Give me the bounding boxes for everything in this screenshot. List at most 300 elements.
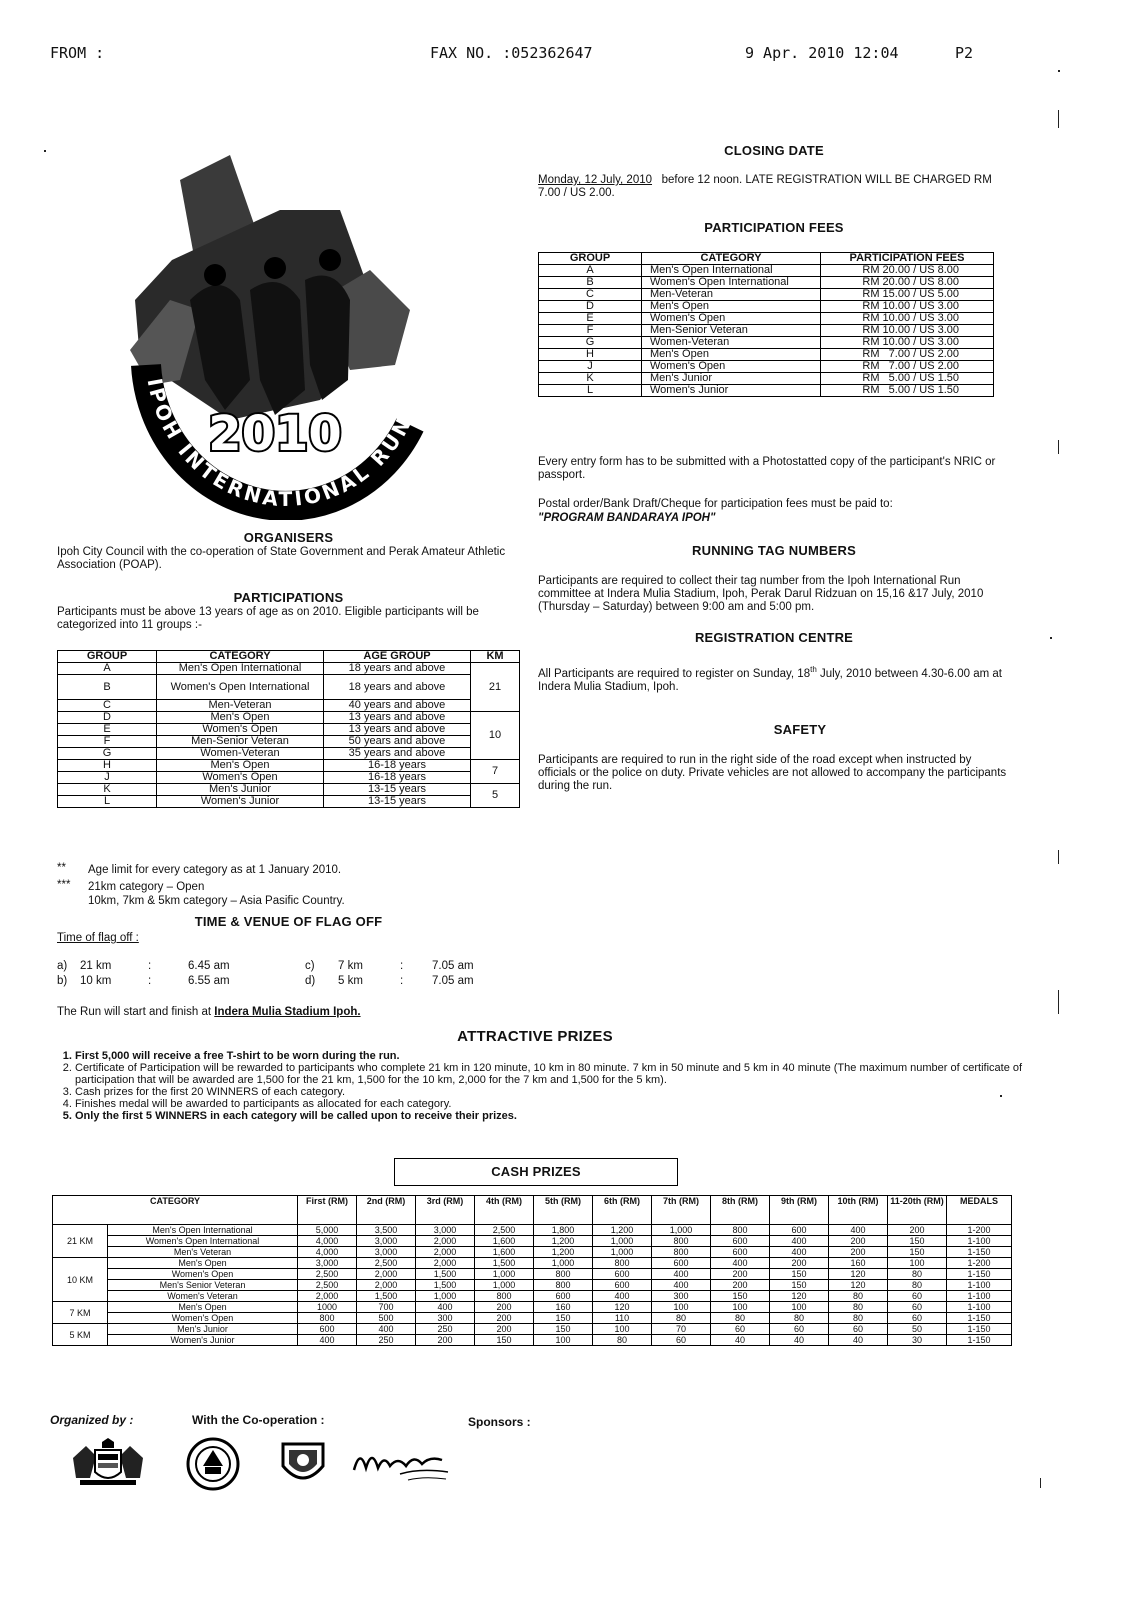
logo-graphic (110, 150, 450, 520)
cell-prize: 3,000 (357, 1247, 416, 1258)
table-row (539, 337, 994, 349)
cell-category: Women's Open (157, 724, 324, 736)
cell-age: 16-18 years (324, 760, 471, 772)
flag-item-km: 10 km (80, 975, 112, 987)
cell-prize: 150 (534, 1324, 593, 1335)
cell-km: 5 (471, 784, 520, 808)
table-row (539, 385, 994, 397)
table-row (58, 724, 520, 736)
cell-age: 18 years and above (324, 675, 471, 700)
cell-prize: 100 (652, 1302, 711, 1313)
closing-date-text (538, 174, 1010, 200)
cell-group: C (58, 700, 157, 712)
cell-prize: 1-150 (947, 1324, 1012, 1335)
cell-category: Women-Veteran (157, 748, 324, 760)
cell-prize: 1-100 (947, 1302, 1012, 1313)
cell-prize: 1-150 (947, 1247, 1012, 1258)
table-row (58, 748, 520, 760)
cell-prize: 400 (357, 1324, 416, 1335)
cell-km: 10 (471, 712, 520, 760)
cell-prize: 60 (829, 1324, 888, 1335)
cell-group: E (539, 313, 642, 325)
cell-prize: 80 (711, 1313, 770, 1324)
cell-prize: 5,000 (298, 1225, 357, 1236)
flag-item-colon: : (400, 975, 404, 987)
cell-prize: 400 (770, 1247, 829, 1258)
cell-category: Men-Senior Veteran (642, 325, 821, 337)
note-21km: 21km category – Open (88, 881, 205, 893)
cell-group: J (58, 772, 157, 784)
cell-fee: RM 5.00 / US 1.50 (821, 373, 994, 385)
table-row (58, 663, 520, 675)
table-row (53, 1324, 1012, 1335)
cell-prize: 110 (593, 1313, 652, 1324)
table-row (53, 1269, 1012, 1280)
venue-name: Indera Mulia Stadium Ipoh. (214, 1006, 361, 1018)
cell-prize: 800 (475, 1291, 534, 1302)
table-row (539, 313, 994, 325)
cooperation-label: With the Co-operation : (192, 1413, 325, 1427)
cell-prize: 1,000 (534, 1258, 593, 1269)
cell-prize: 60 (711, 1324, 770, 1335)
cell-group: C (539, 289, 642, 301)
cell-category: Women's Open (642, 313, 821, 325)
cell-fee: RM 10.00 / US 3.00 (821, 337, 994, 349)
cell-prize: 200 (711, 1280, 770, 1291)
cell-prize: 400 (298, 1335, 357, 1346)
col-prize: 8th (RM) (711, 1196, 770, 1225)
table-header-row (539, 253, 994, 265)
cell-prize: 80 (829, 1291, 888, 1302)
registration-title: REGISTRATION CENTRE (694, 630, 854, 645)
table-row (539, 289, 994, 301)
cell-category: Men's Open (108, 1302, 298, 1313)
cell-age: 13 years and above (324, 724, 471, 736)
logo-year: 2010 (208, 406, 342, 462)
cell-prize: 400 (829, 1225, 888, 1236)
cell-group: K (58, 784, 157, 796)
cell-prize: 1,600 (475, 1236, 534, 1247)
table-row (53, 1302, 1012, 1313)
cell-prize: 150 (888, 1247, 947, 1258)
cell-prize: 200 (416, 1335, 475, 1346)
cell-category: Women's Open International (642, 277, 821, 289)
flag-off-title: TIME & VENUE OF FLAG OFF (194, 914, 383, 929)
col-group: GROUP (58, 651, 157, 663)
cell-category: Men-Senior Veteran (157, 736, 324, 748)
cell-group: G (539, 337, 642, 349)
table-row (53, 1258, 1012, 1269)
fees-title: PARTICIPATION FEES (704, 220, 844, 235)
cell-category: Women's Open International (108, 1236, 298, 1247)
table-row (53, 1236, 1012, 1247)
cell-prize: 1,500 (416, 1269, 475, 1280)
cell-group: J (539, 361, 642, 373)
cell-category: Men's Open International (642, 265, 821, 277)
cell-prize: 100 (888, 1258, 947, 1269)
cell-prize: 800 (652, 1236, 711, 1247)
cell-prize: 100 (711, 1302, 770, 1313)
cell-category: Men's Open (157, 760, 324, 772)
col-prize: 4th (RM) (475, 1196, 534, 1225)
cell-group: F (58, 736, 157, 748)
cell-category: Men's Open International (108, 1225, 298, 1236)
table-row (58, 675, 520, 700)
tags-text: Participants are required to collect their tag number from the Ipoh International Run committee at Indera Mulia Stadium, Ipoh, Perak Darul Ridzuan on 15,16 &17 July, 2010 (Thursday – Saturday) between 9:00 am and 5:00 pm. (538, 575, 984, 613)
cell-prize: 40 (770, 1335, 829, 1346)
cell-prize: 800 (534, 1269, 593, 1280)
ipoh-run-logo (110, 150, 450, 520)
venue-prefix: The Run will start and finish at (57, 1006, 215, 1018)
cell-prize: 800 (298, 1313, 357, 1324)
col-fees: PARTICIPATION FEES (821, 253, 994, 265)
cell-prize: 3,500 (357, 1225, 416, 1236)
table-row (53, 1291, 1012, 1302)
flag-item-time: 7.05 am (432, 960, 474, 972)
cell-age: 13-15 years (324, 796, 471, 808)
cell-prize: 1,000 (416, 1291, 475, 1302)
cell-prize: 1-100 (947, 1291, 1012, 1302)
table-row (58, 784, 520, 796)
cell-prize: 80 (888, 1269, 947, 1280)
malaysia-truly-asia-logo (350, 1442, 455, 1491)
cell-prize: 120 (770, 1291, 829, 1302)
cell-category: Women's Open (157, 772, 324, 784)
cell-prize: 40 (829, 1335, 888, 1346)
flag-off-subtitle: Time of flag off : (57, 932, 139, 944)
closing-note: before 12 noon. LATE REGISTRATION WILL BE CHARGED RM 7.00 / US 2.00. (538, 174, 992, 199)
cell-group: E (58, 724, 157, 736)
flag-item-time: 6.55 am (188, 975, 230, 987)
cell-prize: 1,000 (593, 1236, 652, 1247)
table-row (539, 361, 994, 373)
cell-prize: 200 (829, 1247, 888, 1258)
cell-prize: 120 (593, 1302, 652, 1313)
cell-prize: 600 (298, 1324, 357, 1335)
cell-prize: 600 (593, 1269, 652, 1280)
flag-item-km: 5 km (338, 975, 363, 987)
cell-fee: RM 7.00 / US 2.00 (821, 349, 994, 361)
cell-prize: 100 (770, 1302, 829, 1313)
cell-group: D (58, 712, 157, 724)
participation-groups-table (57, 650, 520, 808)
cell-prize: 400 (652, 1280, 711, 1291)
cell-prize: 1,000 (652, 1225, 711, 1236)
cell-category: Men's Open International (157, 663, 324, 675)
cell-prize: 1-150 (947, 1313, 1012, 1324)
cell-prize: 40 (711, 1335, 770, 1346)
cell-prize: 600 (534, 1291, 593, 1302)
malaysia-logo-icon (350, 1442, 455, 1486)
fax-from: FROM : (50, 44, 105, 62)
cell-prize: 1-200 (947, 1258, 1012, 1269)
cell-prize: 30 (888, 1335, 947, 1346)
cell-category: Women's Junior (157, 796, 324, 808)
col-category: CATEGORY (157, 651, 324, 663)
cell-age: 50 years and above (324, 736, 471, 748)
cell-prize: 160 (534, 1302, 593, 1313)
cell-group: H (539, 349, 642, 361)
cell-category: Men's Junior (157, 784, 324, 796)
participations-text: Participants must be above 13 years of age as on 2010. Eligible participants will be categorized into 11 groups :- (57, 606, 479, 631)
organisers-text: Ipoh City Council with the co-operation of State Government and Perak Amateur Athletic Association (POAP). (57, 546, 506, 571)
cell-fee: RM 5.00 / US 1.50 (821, 385, 994, 397)
cell-category: Women-Veteran (642, 337, 821, 349)
cell-category: Women's Junior (108, 1335, 298, 1346)
note-other-km: 10km, 7km & 5km category – Asia Pasific Country. (88, 895, 345, 907)
cell-prize: 3,000 (298, 1258, 357, 1269)
poap-crest-icon (275, 1436, 331, 1492)
table-row (53, 1313, 1012, 1324)
logo-arc-text: IPOH INTERNATIONAL RUN (142, 376, 417, 511)
cell-prize: 150 (770, 1280, 829, 1291)
sponsors-label: Sponsors : (468, 1415, 531, 1429)
cell-category: Men's Open (642, 301, 821, 313)
cell-prize: 700 (357, 1302, 416, 1313)
note-mark: *** (57, 879, 71, 891)
cell-fee: RM 10.00 / US 3.00 (821, 301, 994, 313)
cell-prize: 1,600 (475, 1247, 534, 1258)
flag-item-time: 7.05 am (432, 975, 474, 987)
table-header-row (53, 1196, 1012, 1225)
cell-prize: 800 (534, 1280, 593, 1291)
cell-distance: 7 KM (53, 1302, 108, 1324)
cell-category: Men's Veteran (108, 1247, 298, 1258)
tags-title: RUNNING TAG NUMBERS (692, 543, 856, 558)
cell-prize: 2,000 (416, 1258, 475, 1269)
registration-text (538, 663, 1010, 694)
cell-prize: 4,000 (298, 1236, 357, 1247)
cell-fee: RM 20.00 / US 8.00 (821, 265, 994, 277)
ipoh-city-council-crest (68, 1438, 148, 1493)
table-row (58, 772, 520, 784)
cell-prize: 200 (770, 1258, 829, 1269)
cell-prize: 400 (770, 1236, 829, 1247)
safety-title: SAFETY (773, 722, 827, 737)
cell-prize: 100 (534, 1335, 593, 1346)
fax-page: P2 (955, 44, 974, 62)
cell-fee: RM 7.00 / US 2.00 (821, 361, 994, 373)
cash-prizes-title: CASH PRIZES (394, 1158, 678, 1186)
registration-sup: th (810, 665, 817, 674)
flag-item-km: 21 km (80, 960, 112, 972)
col-prize: 11-20th (RM) (888, 1196, 947, 1225)
cell-prize: 1,500 (475, 1258, 534, 1269)
cell-prize: 2,000 (298, 1291, 357, 1302)
cell-prize: 200 (475, 1302, 534, 1313)
table-row (58, 796, 520, 808)
cell-prize: 2,500 (357, 1258, 416, 1269)
cell-prize: 2,000 (416, 1247, 475, 1258)
cell-group: L (539, 385, 642, 397)
cell-group: H (58, 760, 157, 772)
table-row (53, 1225, 1012, 1236)
cell-prize: 100 (593, 1324, 652, 1335)
flag-item-label: b) (57, 975, 68, 987)
cell-prize: 1,000 (593, 1247, 652, 1258)
prizes-list (57, 1050, 1030, 1122)
cell-category: Women's Open (642, 361, 821, 373)
list-item: 2. Certificate of Participation will be rewarded to participants who complete 21 km in 120 minute, 10 km in 80 minute. 7 km in 50 minute and 5 km in 40 minute (The maximum number of certificate of participation that will be awarded are 1,500 for the 21 km, 1,500 for the 10 km, 2,000 for the 7 km and 1,500 for the 5 km). (75, 1062, 1030, 1086)
cell-category: Women's Open (108, 1269, 298, 1280)
cell-category: Men's Open (157, 712, 324, 724)
table-row (53, 1335, 1012, 1346)
cell-group: A (539, 265, 642, 277)
list-item: 4. Finishes medal will be awarded to participants as allocated for each category. (75, 1098, 1030, 1110)
cell-prize: 60 (888, 1302, 947, 1313)
cell-prize: 400 (711, 1258, 770, 1269)
cell-km: 7 (471, 760, 520, 784)
cell-prize: 1000 (298, 1302, 357, 1313)
cell-group: F (539, 325, 642, 337)
cell-fee: RM 10.00 / US 3.00 (821, 325, 994, 337)
table-row (539, 277, 994, 289)
cell-prize: 200 (475, 1324, 534, 1335)
flag-item-colon: : (148, 960, 152, 972)
poap-crest (275, 1436, 331, 1497)
col-prize: 3rd (RM) (416, 1196, 475, 1225)
col-age-group: AGE GROUP (324, 651, 471, 663)
col-prize: 10th (RM) (829, 1196, 888, 1225)
cell-prize: 200 (711, 1269, 770, 1280)
col-prize: First (RM) (298, 1196, 357, 1225)
cell-prize: 1,200 (534, 1247, 593, 1258)
fax-number: FAX NO. :052362647 (430, 44, 593, 62)
cell-prize: 200 (475, 1313, 534, 1324)
prizes-title: ATTRACTIVE PRIZES (457, 1028, 613, 1045)
cell-category: Men's Open (642, 349, 821, 361)
cell-prize: 80 (652, 1313, 711, 1324)
crest-icon (68, 1438, 148, 1488)
cell-prize: 2,000 (357, 1280, 416, 1291)
closing-date-title: CLOSING DATE (724, 143, 824, 158)
cell-prize: 80 (829, 1313, 888, 1324)
cell-prize: 2,500 (298, 1269, 357, 1280)
table-row (53, 1247, 1012, 1258)
cell-category: Men-Veteran (642, 289, 821, 301)
cell-prize: 1,200 (534, 1236, 593, 1247)
cell-group: B (58, 675, 157, 700)
cell-prize: 150 (888, 1236, 947, 1247)
cell-fee: RM 20.00 / US 8.00 (821, 277, 994, 289)
col-group: GROUP (539, 253, 642, 265)
table-row (58, 760, 520, 772)
flag-item-km: 7 km (338, 960, 363, 972)
cell-prize: 1-100 (947, 1280, 1012, 1291)
cell-fee: RM 10.00 / US 3.00 (821, 313, 994, 325)
col-category: CATEGORY (642, 253, 821, 265)
cell-km: 21 (471, 663, 520, 712)
cell-category: Men-Veteran (157, 700, 324, 712)
cell-prize: 400 (416, 1302, 475, 1313)
cell-group: K (539, 373, 642, 385)
col-prize: 5th (RM) (534, 1196, 593, 1225)
cell-prize: 60 (888, 1313, 947, 1324)
cell-prize: 250 (357, 1335, 416, 1346)
cell-prize: 400 (652, 1269, 711, 1280)
cell-category: Women's Open International (157, 675, 324, 700)
cell-prize: 2,000 (416, 1236, 475, 1247)
cell-category: Men's Senior Veteran (108, 1280, 298, 1291)
cell-prize: 400 (593, 1291, 652, 1302)
cell-prize: 2,000 (357, 1269, 416, 1280)
cell-distance: 5 KM (53, 1324, 108, 1346)
participations-title: PARTICIPATIONS (233, 590, 344, 605)
registration-text-b: July, 2010 between 4.30-6.00 am at Indera Mulia Stadium, Ipoh. (538, 667, 1002, 693)
cash-prizes-table (52, 1195, 1012, 1346)
table-row (539, 325, 994, 337)
flag-item-time: 6.45 am (188, 960, 230, 972)
flag-item-colon: : (148, 975, 152, 987)
cell-prize: 4,000 (298, 1247, 357, 1258)
cell-prize: 60 (888, 1291, 947, 1302)
cell-group: B (539, 277, 642, 289)
cell-prize: 1,200 (593, 1225, 652, 1236)
cell-prize: 80 (829, 1302, 888, 1313)
cell-distance: 10 KM (53, 1258, 108, 1302)
cell-prize: 1-150 (947, 1335, 1012, 1346)
entry-note: Every entry form has to be submitted with a Photostatted copy of the participant's NRIC or passport. (538, 456, 996, 481)
cell-group: A (58, 663, 157, 675)
cell-prize: 200 (888, 1225, 947, 1236)
cell-prize: 150 (711, 1291, 770, 1302)
cell-prize: 800 (593, 1258, 652, 1269)
table-row (539, 301, 994, 313)
note-age-limit: Age limit for every category as at 1 January 2010. (88, 864, 342, 876)
cell-prize: 200 (829, 1236, 888, 1247)
cell-age: 35 years and above (324, 748, 471, 760)
cell-prize: 600 (711, 1236, 770, 1247)
cell-prize: 150 (475, 1335, 534, 1346)
col-prize: 6th (RM) (593, 1196, 652, 1225)
registration-text-a: All Participants are required to register on Sunday, 18 (538, 667, 811, 680)
cell-group: G (58, 748, 157, 760)
cell-prize: 250 (416, 1324, 475, 1335)
cell-fee: RM 15.00 / US 5.00 (821, 289, 994, 301)
cell-prize: 50 (888, 1324, 947, 1335)
cell-prize: 1,000 (475, 1269, 534, 1280)
col-prize: 7th (RM) (652, 1196, 711, 1225)
cell-category: Men's Junior (642, 373, 821, 385)
col-category: CATEGORY (53, 1196, 298, 1225)
cell-category: Women's Veteran (108, 1291, 298, 1302)
cell-age: 16-18 years (324, 772, 471, 784)
cell-prize: 300 (652, 1291, 711, 1302)
cell-prize: 80 (888, 1280, 947, 1291)
cell-group: D (539, 301, 642, 313)
cell-category: Men's Junior (108, 1324, 298, 1335)
cell-prize: 160 (829, 1258, 888, 1269)
perak-state-crest (185, 1436, 241, 1497)
col-prize: MEDALS (947, 1196, 1012, 1225)
participation-fees-table (538, 252, 994, 397)
cell-category: Women's Open (108, 1313, 298, 1324)
safety-text: Participants are required to run in the right side of the road except when instructed by officials or the police on duty. Private vehicles are not allowed to accompany the participants during the run. (538, 754, 1007, 792)
cell-age: 13 years and above (324, 712, 471, 724)
table-row (58, 700, 520, 712)
cell-prize: 1-150 (947, 1269, 1012, 1280)
perak-crest-icon (185, 1436, 241, 1492)
table-row (53, 1280, 1012, 1291)
cell-prize: 80 (770, 1313, 829, 1324)
cell-prize: 1,000 (475, 1280, 534, 1291)
cell-prize: 3,000 (357, 1236, 416, 1247)
fax-date: 9 Apr. 2010 12:04 (745, 44, 899, 62)
organized-by-label: Organized by : (50, 1413, 134, 1427)
closing-date: Monday, 12 July, 2010 (538, 174, 653, 186)
note-mark: ** (57, 862, 66, 874)
cell-prize: 80 (593, 1335, 652, 1346)
